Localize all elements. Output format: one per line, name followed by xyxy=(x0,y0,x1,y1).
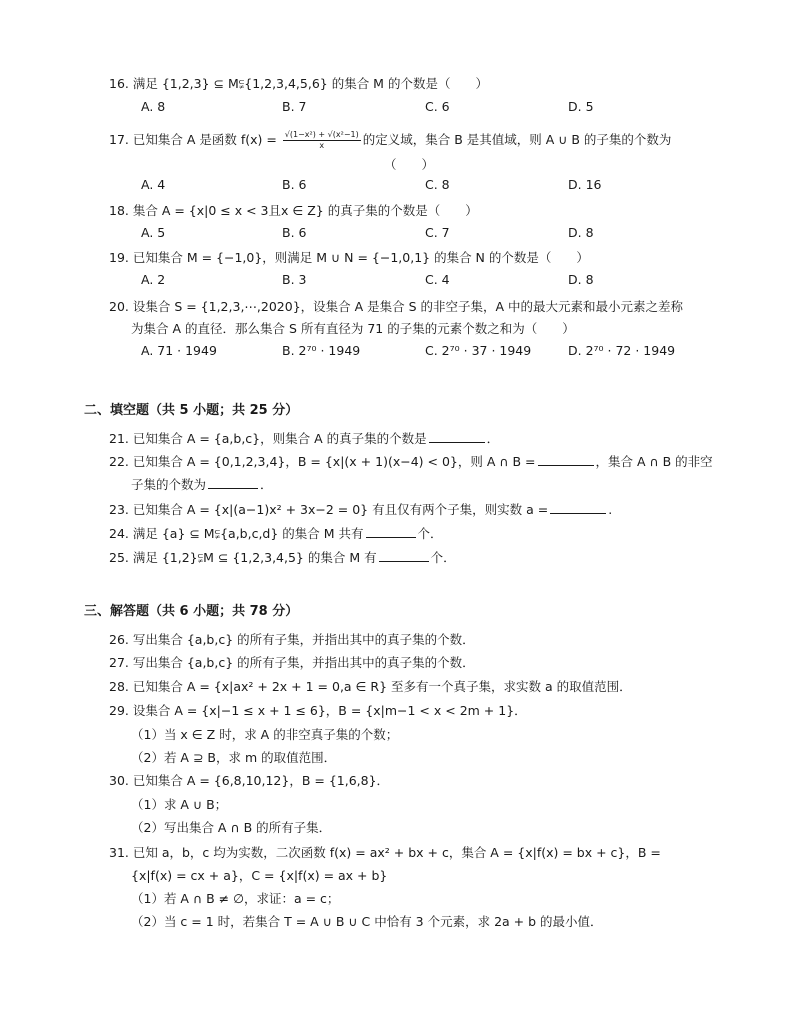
q18-option-c: C. 7 xyxy=(425,225,450,240)
question-29-part-1: （1）当 x ∈ Z 时，求 A 的非空真子集的个数； xyxy=(131,727,399,742)
section-answer-heading: 三、解答题（共 6 小题；共 78 分） xyxy=(84,604,299,619)
q24-text: 24. 满足 {a} ⊆ M⫋{a,b,c,d} 的集合 M 共有 xyxy=(109,526,364,541)
question-18-options xyxy=(0,225,794,241)
question-30-part-1: （1）求 A ∪ B； xyxy=(131,797,228,812)
question-19-stem: 19. 已知集合 M = {−1,0}，则满足 M ∪ N = {−1,0,1} 的集合 N 的个数是（ ） xyxy=(109,250,589,265)
q21-text: 21. 已知集合 A = {a,b,c}，则集合 A 的真子集的个数是 xyxy=(109,431,427,446)
section-fill-in-heading: 二、填空题（共 5 小题；共 25 分） xyxy=(84,403,299,418)
q17-fraction-denominator: x xyxy=(319,141,325,150)
q20-option-b: B. 2⁷⁰ · 1949 xyxy=(282,343,361,358)
question-30-part-2: （2）写出集合 A ∩ B 的所有子集． xyxy=(131,820,332,835)
q22-text-b: ，集合 A ∩ B 的非空 xyxy=(595,454,713,469)
question-31-part-1: （1）若 A ∩ B ≠ ∅，求证：a = c； xyxy=(131,891,340,906)
question-29-part-2: （2）若 A ⊇ B，求 m 的取值范围． xyxy=(131,750,337,765)
q20-option-d: D. 2⁷⁰ · 72 · 1949 xyxy=(568,343,676,358)
question-31-line-1: 31. 已知 a，b，c 均为实数，二次函数 f(x) = ax² + bx + c，集合 A = {x|f(x) = bx + c}，B = xyxy=(109,845,661,860)
q25-text: 25. 满足 {1,2}⫋M ⊆ {1,2,3,4,5} 的集合 M 有 xyxy=(109,550,377,565)
question-16-stem: 16. 满足 {1,2,3} ⊆ M⫋{1,2,3,4,5,6} 的集合 M 的个数是（ ） xyxy=(109,76,488,91)
question-18-stem: 18. 集合 A = {x|0 ≤ x < 3且x ∈ Z} 的真子集的个数是（ ） xyxy=(109,203,478,218)
q17-option-d: D. 16 xyxy=(568,177,602,192)
question-31-line-2: {x|f(x) = cx + a}，C = {x|f(x) = ax + b} xyxy=(131,868,388,883)
q17-option-c: C. 8 xyxy=(425,177,450,192)
question-22-line-1 xyxy=(109,453,713,470)
question-16-options xyxy=(0,99,794,115)
q19-option-c: C. 4 xyxy=(425,272,450,287)
question-20-line-2: 为集合 A 的直径．那么集合 S 所有直径为 71 的子集的元素个数之和为（ ） xyxy=(131,321,575,336)
q18-option-a: A. 5 xyxy=(141,225,166,240)
question-20-options xyxy=(0,343,794,359)
q17-answer-paren: （ ） xyxy=(384,157,435,172)
q22-answer-blank-1[interactable] xyxy=(538,453,594,466)
q21-answer-blank[interactable] xyxy=(429,430,485,443)
q16-option-d: D. 5 xyxy=(568,99,594,114)
q25-answer-blank[interactable] xyxy=(379,549,429,562)
q17-fraction xyxy=(283,130,361,151)
question-17-options xyxy=(0,177,794,193)
q17-stem-b: 的定义域，集合 B 是其值域，则 A ∪ B 的子集的个数为 xyxy=(362,132,672,147)
question-27: 27. 写出集合 {a,b,c} 的所有子集，并指出其中的真子集的个数． xyxy=(109,655,475,670)
question-22-line-2 xyxy=(131,476,273,493)
question-20-line-1: 20. 设集合 S = {1,2,3,⋯,2020}，设集合 A 是集合 S 的非空子集，A 中的最大元素和最小元素之差称 xyxy=(109,299,684,314)
question-23 xyxy=(109,501,612,518)
q23-end: . xyxy=(608,502,613,517)
q17-stem-a: 17. 已知集合 A 是函数 f(x) = xyxy=(109,132,281,147)
q25-end: 个． xyxy=(430,550,456,565)
question-17-stem xyxy=(109,130,671,151)
q22-text-c: 子集的个数为 xyxy=(131,477,207,492)
q24-end: 个． xyxy=(417,526,443,541)
q21-end: ． xyxy=(486,431,500,446)
question-24 xyxy=(109,525,443,542)
q17-fraction-numerator: √(1−x²) + √(x²−1) xyxy=(284,130,359,139)
q16-option-c: C. 6 xyxy=(425,99,450,114)
q23-answer-blank[interactable] xyxy=(550,501,606,514)
question-28: 28. 已知集合 A = {x|ax² + 2x + 1 = 0,a ∈ R} 至多有一个真子集，求实数 a 的取值范围． xyxy=(109,679,632,694)
q18-option-b: B. 6 xyxy=(282,225,307,240)
question-19-options xyxy=(0,272,794,288)
question-31-part-2: （2）当 c = 1 时，若集合 T = A ∪ B ∪ C 中恰有 3 个元素，求 2a + b 的最小值． xyxy=(131,914,603,929)
question-21 xyxy=(109,430,499,447)
question-30-stem: 30. 已知集合 A = {6,8,10,12}，B = {1,6,8}． xyxy=(109,773,390,788)
q22-text: 22. 已知集合 A = {0,1,2,3,4}，B = {x|(x + 1)(x−4) < 0}，则 A ∩ B = xyxy=(109,454,536,469)
q19-option-d: D. 8 xyxy=(568,272,594,287)
q20-option-a: A. 71 · 1949 xyxy=(141,343,217,358)
q17-option-b: B. 6 xyxy=(282,177,307,192)
question-25 xyxy=(109,549,456,566)
q19-option-b: B. 3 xyxy=(282,272,307,287)
question-26: 26. 写出集合 {a,b,c} 的所有子集，并指出其中的真子集的个数． xyxy=(109,632,475,647)
question-29-stem: 29. 设集合 A = {x|−1 ≤ x + 1 ≤ 6}，B = {x|m−1 < x < 2m + 1}． xyxy=(109,703,527,718)
q19-option-a: A. 2 xyxy=(141,272,166,287)
q16-option-b: B. 7 xyxy=(282,99,307,114)
q24-answer-blank[interactable] xyxy=(366,525,416,538)
q20-option-c: C. 2⁷⁰ · 37 · 1949 xyxy=(425,343,532,358)
q18-option-d: D. 8 xyxy=(568,225,594,240)
q22-end: ． xyxy=(260,477,273,492)
q23-text: 23. 已知集合 A = {x|(a−1)x² + 3x−2 = 0} 有且仅有两个子集，则实数 a = xyxy=(109,502,549,517)
q22-answer-blank-2[interactable] xyxy=(208,476,258,489)
q16-option-a: A. 8 xyxy=(141,99,166,114)
q17-option-a: A. 4 xyxy=(141,177,166,192)
